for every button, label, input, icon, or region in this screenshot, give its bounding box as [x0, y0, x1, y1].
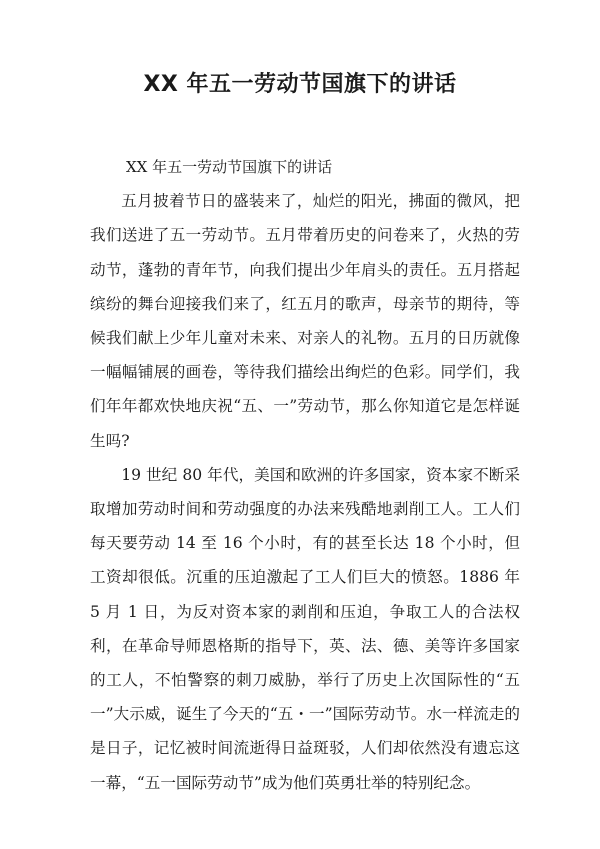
document-body: [90, 150, 520, 800]
paragraph-1: 五月披着节日的盛装来了，灿烂的阳光，拂面的微风，把我们送进了五一劳动节。五月带着历史的问卷来了，火热的劳动节，蓬勃的青年节，向我们提出少年肩头的责任。五月搭起缤纷的舞台迎接我们来了，红五月的歌声，母亲节的期待，等候我们献上少年儿童对未来、对亲人的礼物。五月的日历就像一幅幅铺展的画卷，等待我们描绘出绚烂的色彩。同学们，我们年年都欢快地庆祝“五、一”劳动节，那么你知道它是怎样诞生吗?: [90, 192, 520, 450]
document-title: XX 年五一劳动节国旗下的讲话: [143, 72, 457, 97]
document-subtitle: XX 年五一劳动节国旗下的讲话: [126, 158, 333, 176]
paragraph-2: 19 世纪 80 年代，美国和欧洲的许多国家，资本家不断采取增加劳动时间和劳动强度的办法来残酷地剥削工人。工人们每天要劳动 14 至 16 个小时，有的甚至长达 18 个小时，但工资却很低。沉重的压迫激起了工人们巨大的愤怒。1886 年 5 月 1 日，为反对资本家的剥削和压迫，争取工人的合法权利，在革命导师恩格斯的指导下，英、法、德、美等许多国家的工人，不怕警察的刺刀威胁，举行了历史上次国际性的“五一”大示威，诞生了今天的“五・一”国际劳动节。水一样流走的是日子，记忆被时间流逝得日益斑驳，人们却依然没有遗忘这一幕，“五一国际劳动节”成为他们英勇壮举的特别纪念。: [90, 465, 520, 792]
